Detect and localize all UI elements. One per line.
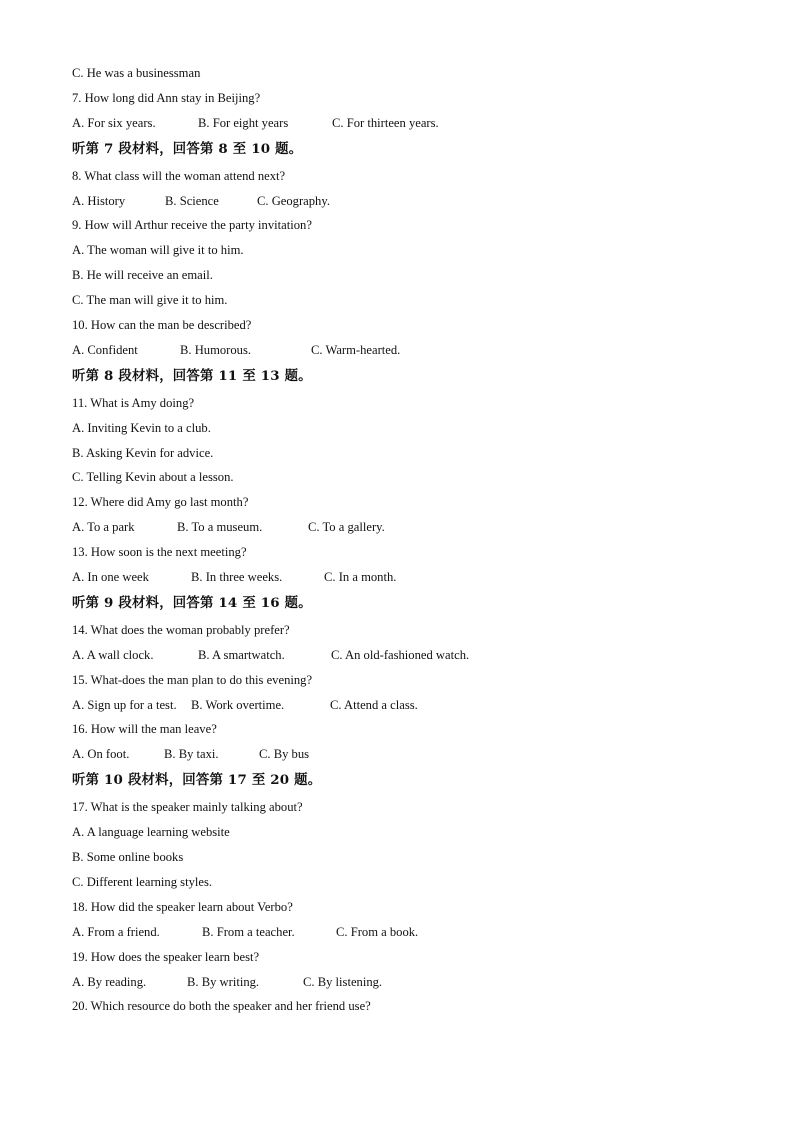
option-a: A. Sign up for a test. bbox=[72, 697, 177, 712]
section-heading-9: 听第 9 段材料，回答第 14 至 16 题。 bbox=[72, 594, 312, 611]
option-b: B. By writing. bbox=[187, 974, 260, 989]
options-14 bbox=[72, 645, 732, 670]
option-b: B. Science bbox=[165, 193, 219, 208]
option-c: C. Geography. bbox=[257, 193, 330, 208]
options-18 bbox=[72, 922, 732, 947]
section-heading-7: 听第 7 段材料，回答第 8 至 10 题。 bbox=[72, 140, 303, 157]
option-c: C. By bus bbox=[259, 747, 310, 762]
option-b: B. Some online books bbox=[72, 850, 184, 865]
option-a: A. A language learning website bbox=[72, 825, 230, 840]
option-a: A. History bbox=[72, 193, 126, 208]
option-a: A. A wall clock. bbox=[72, 647, 154, 662]
question-20: 20. Which resource do both the speaker and her friend use? bbox=[72, 999, 371, 1014]
option-c: C. To a gallery. bbox=[308, 520, 385, 535]
question-19: 19. How does the speaker learn best? bbox=[72, 949, 260, 964]
question-13: 13. How soon is the next meeting? bbox=[72, 545, 247, 560]
option-c: C. The man will give it to him. bbox=[72, 293, 228, 308]
question-12: 12. Where did Amy go last month? bbox=[72, 495, 249, 510]
question-14: 14. What does the woman probably prefer? bbox=[72, 622, 290, 637]
options-13 bbox=[72, 567, 732, 592]
option-b: B. He will receive an email. bbox=[72, 268, 213, 283]
option-a: A. By reading. bbox=[72, 974, 147, 989]
question-9: 9. How will Arthur receive the party invitation? bbox=[72, 218, 312, 233]
option-b: B. By taxi. bbox=[164, 747, 219, 762]
option-a: A. Inviting Kevin to a club. bbox=[72, 420, 211, 435]
option-b: B. In three weeks. bbox=[191, 570, 283, 585]
option-a: A. The woman will give it to him. bbox=[72, 243, 244, 258]
option-b: B. Work overtime. bbox=[191, 697, 285, 712]
option-c: C. Telling Kevin about a lesson. bbox=[72, 470, 234, 485]
option-c: C. Attend a class. bbox=[330, 697, 418, 712]
options-10 bbox=[72, 340, 732, 365]
options-7 bbox=[72, 113, 732, 138]
option-c: C. For thirteen years. bbox=[332, 115, 439, 130]
option-c: C. By listening. bbox=[303, 974, 383, 989]
section-heading-8: 听第 8 段材料，回答第 11 至 13 题。 bbox=[72, 367, 312, 384]
question-18: 18. How did the speaker learn about Verbo? bbox=[72, 899, 293, 914]
option-a: A. To a park bbox=[72, 520, 135, 535]
question-7: 7. How long did Ann stay in Beijing? bbox=[72, 90, 261, 105]
question-16: 16. How will the man leave? bbox=[72, 722, 217, 737]
option-a: A. Confident bbox=[72, 342, 138, 357]
option-line: C. He was a businessman bbox=[72, 66, 201, 80]
options-16 bbox=[72, 744, 732, 769]
question-10: 10. How can the man be described? bbox=[72, 318, 252, 333]
question-17: 17. What is the speaker mainly talking about? bbox=[72, 800, 303, 815]
option-b: B. A smartwatch. bbox=[198, 647, 285, 662]
option-c: C. In a month. bbox=[324, 570, 397, 585]
question-15: 15. What-does the man plan to do this evening? bbox=[72, 672, 313, 687]
question-8: 8. What class will the woman attend next? bbox=[72, 168, 286, 183]
document-page bbox=[72, 63, 732, 1021]
options-12 bbox=[72, 517, 732, 542]
options-15 bbox=[72, 695, 732, 720]
option-b: B. For eight years bbox=[198, 115, 289, 130]
option-b: B. To a museum. bbox=[177, 520, 263, 535]
option-c: C. Warm-hearted. bbox=[311, 342, 401, 357]
options-8 bbox=[72, 191, 732, 216]
option-a: A. For six years. bbox=[72, 115, 156, 130]
option-a: A. In one week bbox=[72, 570, 149, 585]
option-b: B. Asking Kevin for advice. bbox=[72, 445, 214, 460]
options-19 bbox=[72, 972, 732, 997]
option-c: C. An old-fashioned watch. bbox=[331, 647, 470, 662]
question-11: 11. What is Amy doing? bbox=[72, 395, 195, 410]
section-heading-10: 听第 10 段材料，回答第 17 至 20 题。 bbox=[72, 772, 322, 789]
option-a: A. On foot. bbox=[72, 747, 130, 762]
option-c: C. Different learning styles. bbox=[72, 874, 213, 889]
option-c: C. From a book. bbox=[336, 924, 419, 939]
option-b: B. Humorous. bbox=[180, 342, 252, 357]
option-a: A. From a friend. bbox=[72, 924, 160, 939]
option-b: B. From a teacher. bbox=[202, 924, 295, 939]
